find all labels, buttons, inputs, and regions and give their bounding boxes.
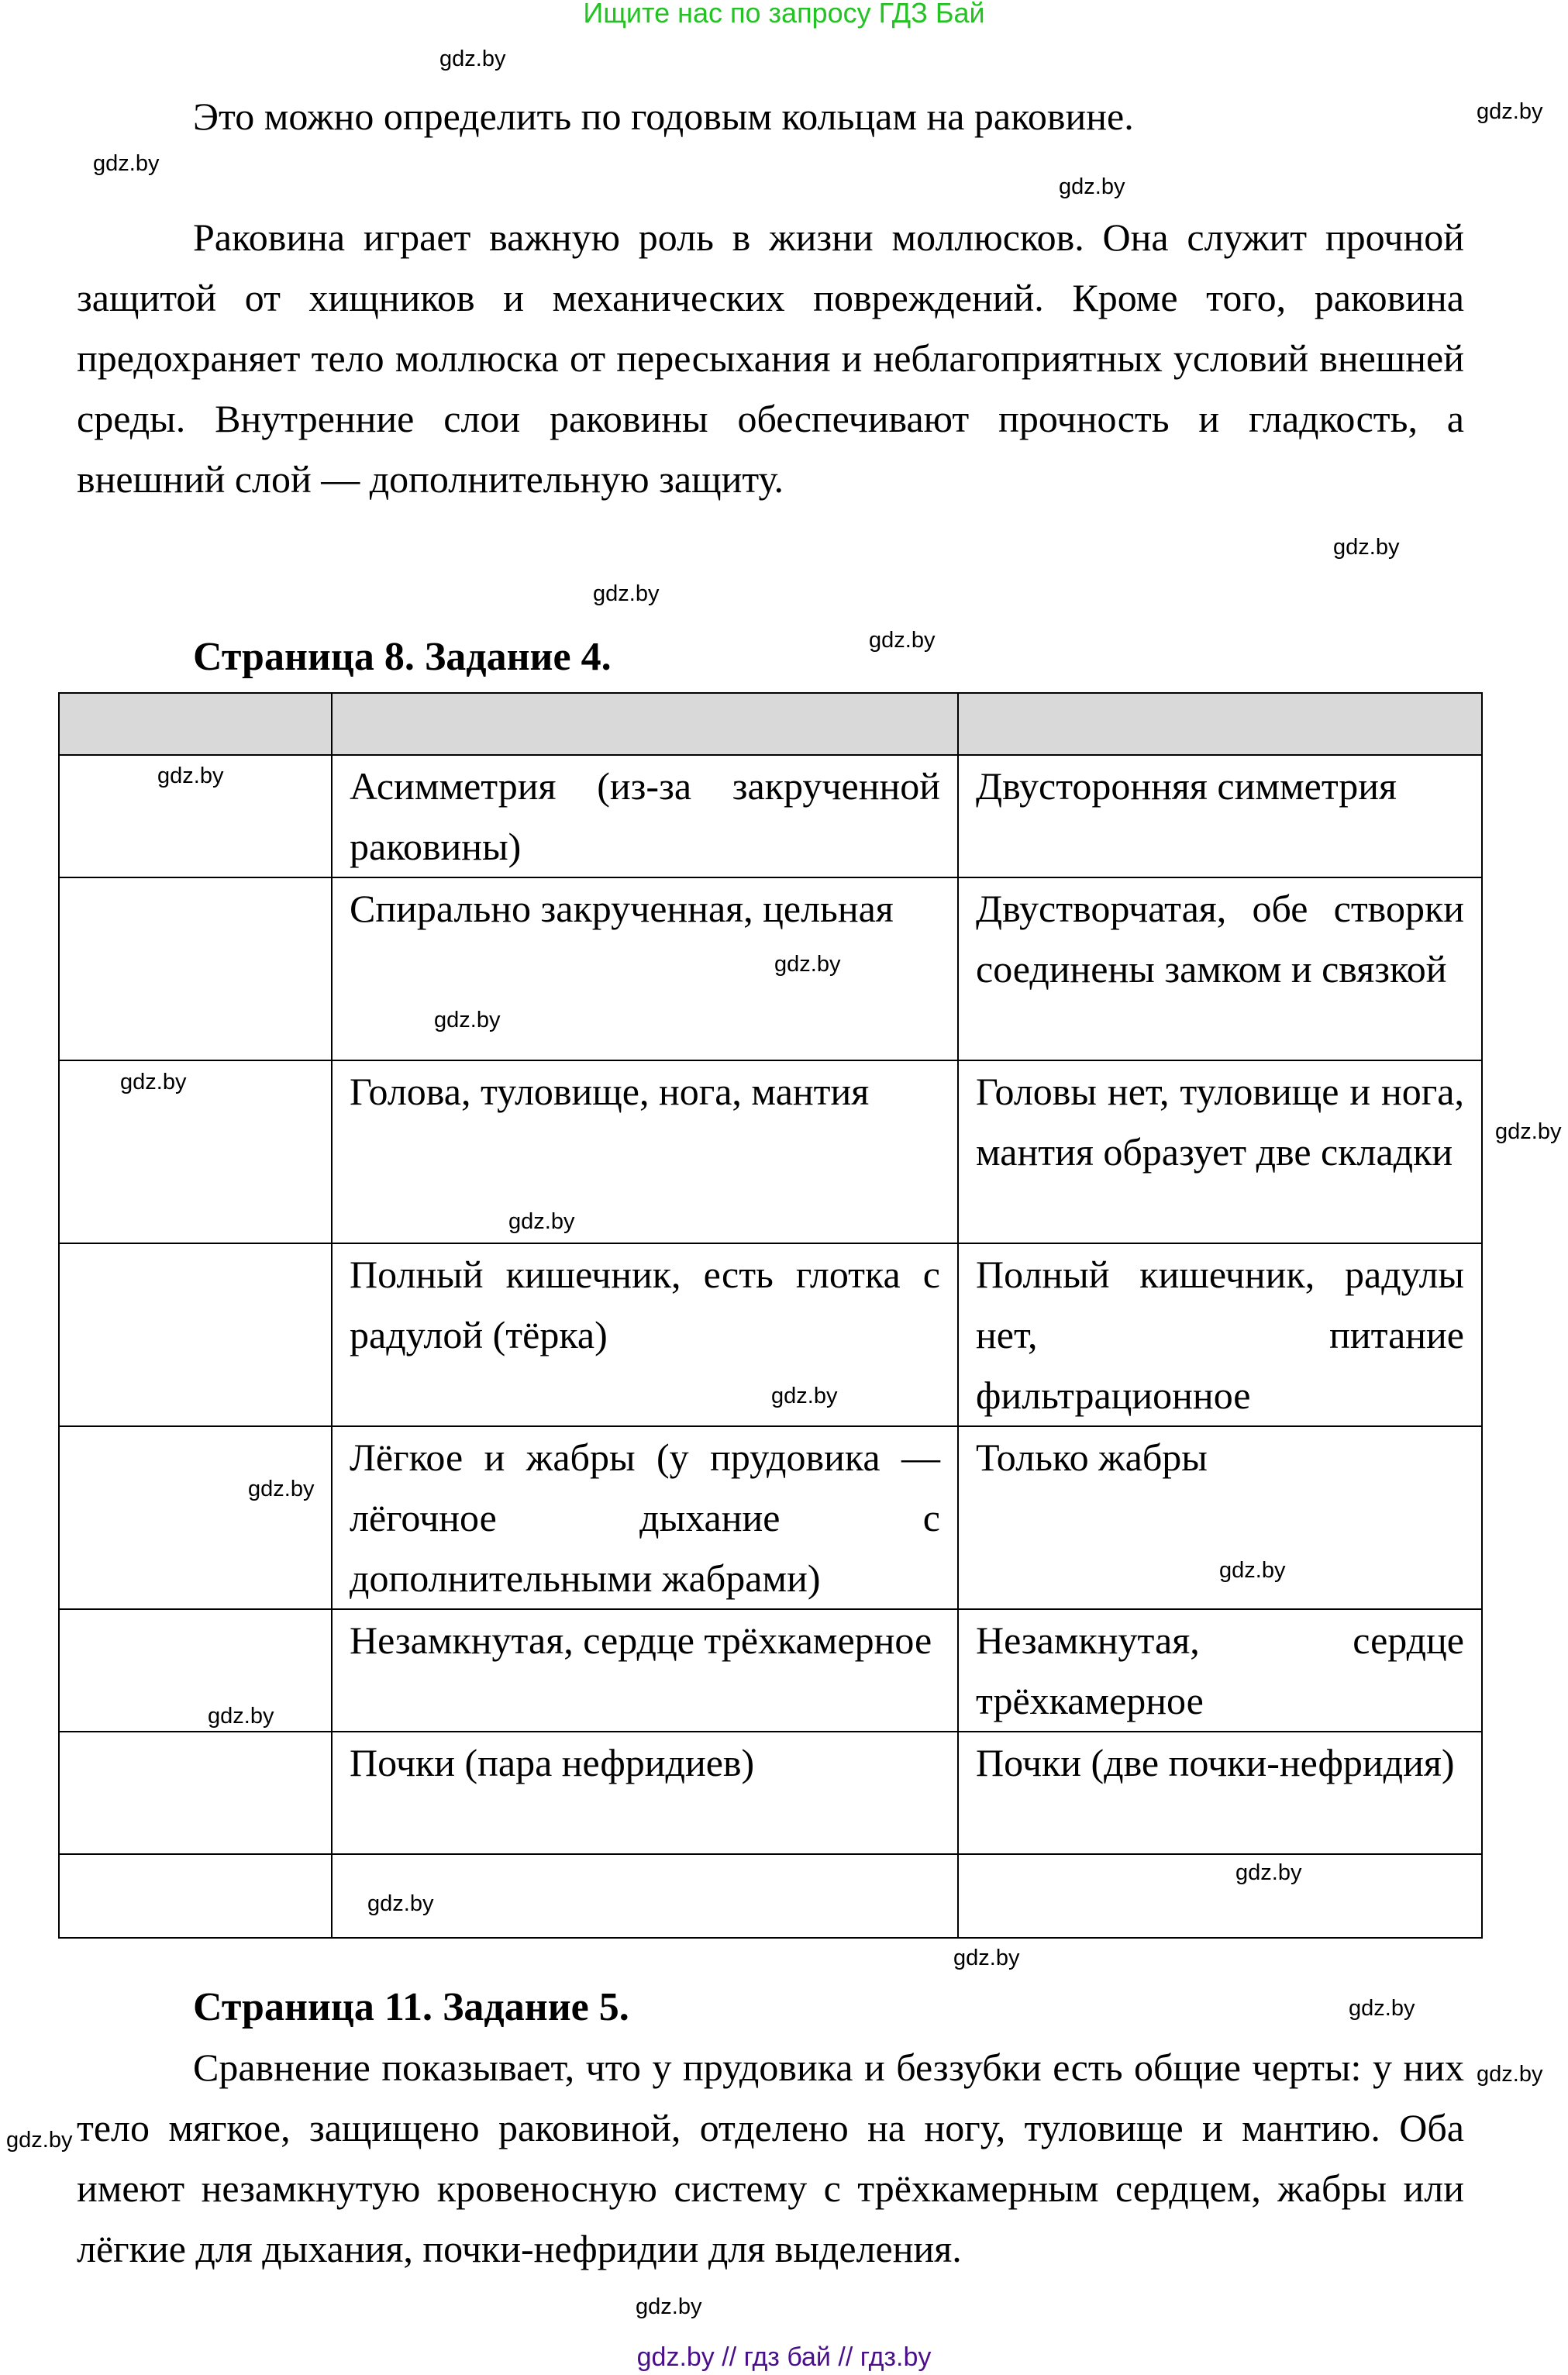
watermark: gdz.by xyxy=(93,151,160,176)
paragraph-1 xyxy=(77,86,1464,146)
table-cell xyxy=(59,1426,332,1609)
comparison-table xyxy=(58,692,1483,1939)
watermark: gdz.by xyxy=(636,2294,702,2319)
watermark: gdz.by xyxy=(434,1008,501,1032)
paragraph-3 xyxy=(77,2037,1464,2279)
table-cell: Почки (пара нефридиев) xyxy=(332,1732,958,1854)
table-cell: Полный кишечник, есть глотка с радулой (тёрка) xyxy=(332,1243,958,1426)
watermark: gdz.by xyxy=(367,1891,434,1916)
table-cell xyxy=(59,1060,332,1243)
watermark: gdz.by xyxy=(1495,1119,1562,1144)
watermark: gdz.by xyxy=(1333,535,1400,560)
paragraph-1-text: Это можно определить по годовым кольцам на раковине. xyxy=(193,95,1134,138)
table-cell: Только жабры xyxy=(958,1426,1482,1609)
table-cell: Асимметрия (из-за закрученной раковины) xyxy=(332,755,958,877)
paragraph-3-text: Сравнение показывает, что у прудовика и беззубки есть общие черты: у них тело мягкое, защищено раковиной, отделено на ногу, туловище и мантию. Оба имеют незамкнутую кровеносную систему с трёхкамерным сердцем, жабры или лёгкие для дыхания, почки-нефридии для выделения. xyxy=(77,2046,1464,2270)
table-cell: Почки (две почки-нефридия) xyxy=(958,1732,1482,1854)
table-cell: Полный кишечник, радулы нет, питание фильтрационное xyxy=(958,1243,1482,1426)
watermark: gdz.by xyxy=(869,628,936,653)
watermark: gdz.by xyxy=(208,1704,274,1729)
table-row xyxy=(59,1243,1482,1426)
footer-links[interactable]: gdz.by // гдз бай // гдз.by xyxy=(636,2342,932,2372)
watermark: gdz.by xyxy=(508,1209,575,1234)
heading-page11-task5: Страница 11. Задание 5. xyxy=(193,1985,629,2029)
table-cell xyxy=(59,1854,332,1938)
watermark: gdz.by xyxy=(1349,1996,1415,2021)
table-cell: Незамкнутая, сердце трёхкамерное xyxy=(332,1609,958,1732)
header-cell xyxy=(332,693,958,755)
watermark: gdz.by xyxy=(593,581,660,606)
table-cell xyxy=(958,1854,1482,1938)
search-banner[interactable]: Ищите нас по запросу ГДЗ Бай xyxy=(583,0,985,29)
watermark: gdz.by xyxy=(1059,174,1125,199)
table-cell xyxy=(59,1609,332,1732)
table-row xyxy=(59,755,1482,877)
watermark: gdz.by xyxy=(774,952,841,977)
header-cell xyxy=(958,693,1482,755)
table-cell xyxy=(59,877,332,1060)
table-row xyxy=(59,877,1482,1060)
table-cell xyxy=(59,1732,332,1854)
table-cell xyxy=(59,1243,332,1426)
watermark: gdz.by xyxy=(6,2128,73,2153)
table-cell: Голова, туловище, нога, мантия xyxy=(332,1060,958,1243)
table-cell: Незамкнутая, сердце трёхкамерное xyxy=(958,1609,1482,1732)
watermark: gdz.by xyxy=(439,47,506,71)
watermark: gdz.by xyxy=(771,1384,838,1408)
watermark: gdz.by xyxy=(1219,1558,1286,1583)
watermark: gdz.by xyxy=(1477,99,1543,124)
table-cell: Лёгкое и жабры (у прудовика — лёгочное дыхание с дополнительными жабрами) xyxy=(332,1426,958,1609)
paragraph-2-text: Раковина играет важную роль в жизни моллюсков. Она служит прочной защитой от хищников и механических повреждений. Кроме того, раковина предохраняет тело моллюска от пересыхания и неблагоприятных условий внешней среды. Внутренние слои раковины обеспечивают прочность и гладкость, а внешний слой — дополнительную защиту. xyxy=(77,215,1464,501)
watermark: gdz.by xyxy=(120,1070,187,1094)
table-cell: Двустворчатая, обе створки соединены замком и связкой xyxy=(958,877,1482,1060)
watermark: gdz.by xyxy=(1235,1860,1302,1885)
watermark: gdz.by xyxy=(157,764,224,788)
table-row xyxy=(59,1060,1482,1243)
table-cell: Двусторонняя симметрия xyxy=(958,755,1482,877)
watermark: gdz.by xyxy=(953,1946,1020,1970)
heading-page8-task4: Страница 8. Задание 4. xyxy=(193,635,612,679)
watermark: gdz.by xyxy=(1477,2062,1543,2087)
header-cell xyxy=(59,693,332,755)
table-cell: Спирально закрученная, цельная xyxy=(332,877,958,1060)
table-header-row xyxy=(59,693,1482,755)
table-row xyxy=(59,1732,1482,1854)
watermark: gdz.by xyxy=(248,1477,315,1501)
paragraph-2 xyxy=(77,207,1464,509)
table-cell: Головы нет, туловище и нога, мантия образует две складки xyxy=(958,1060,1482,1243)
